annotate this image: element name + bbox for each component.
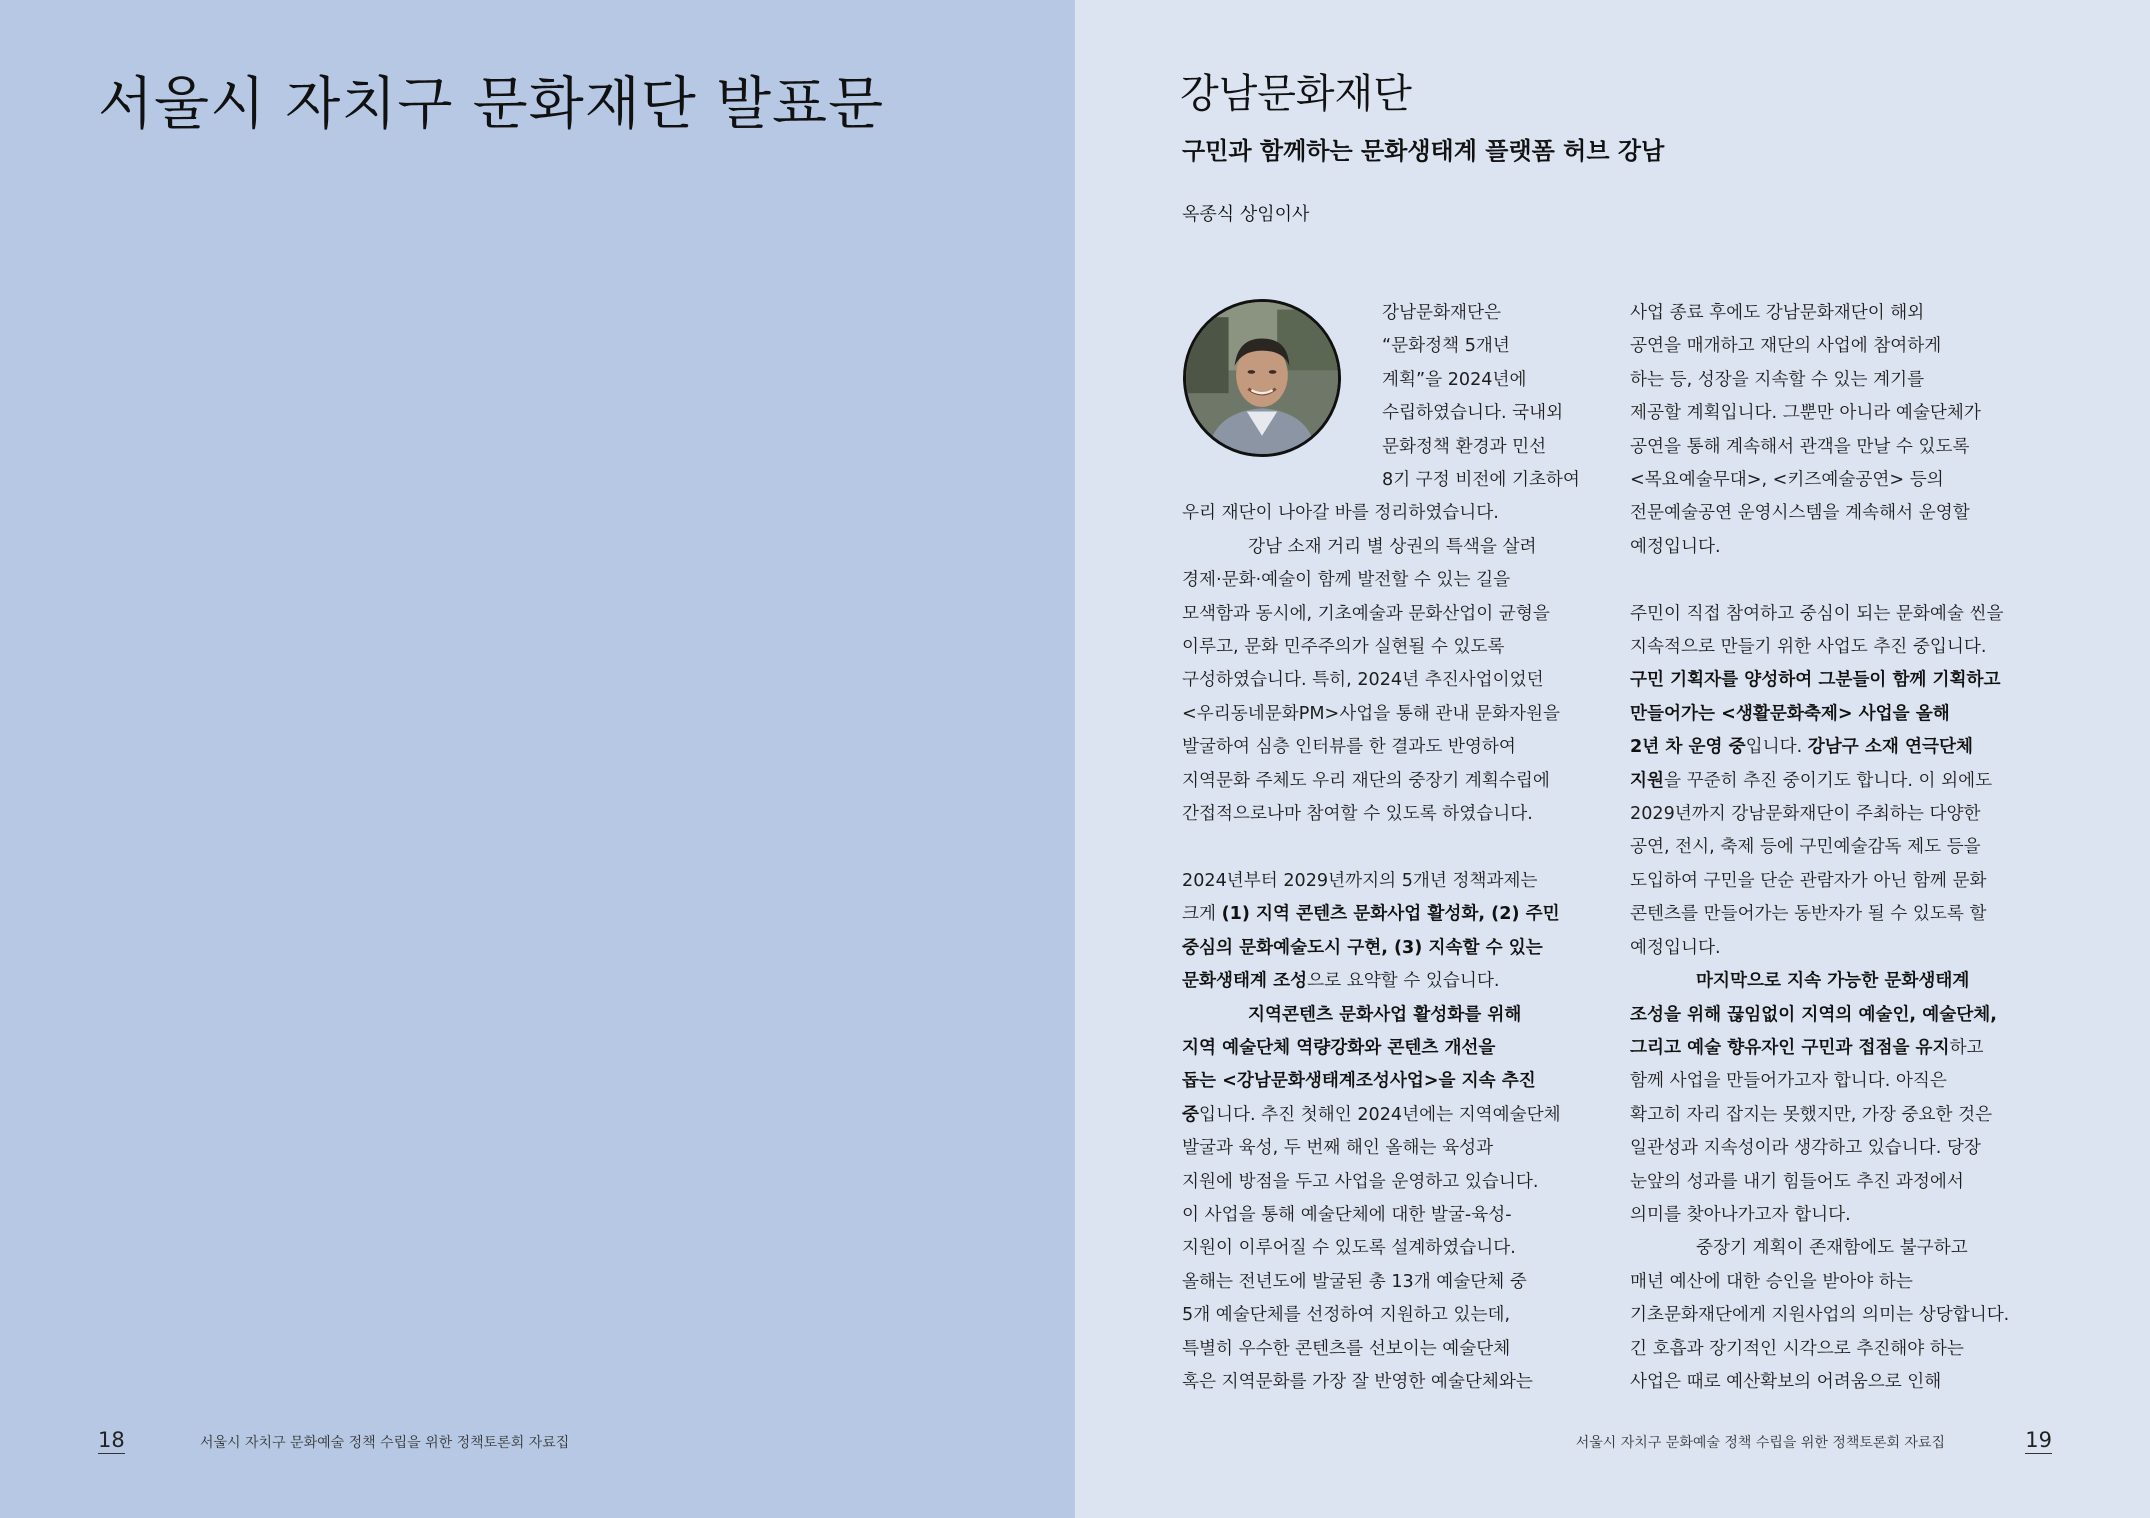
text-segment: 문화정책 환경과 민선 (1382, 436, 1547, 457)
text-segment: 2029년까지 강남문화재단이 주최하는 다양한 (1630, 804, 1981, 825)
text-line (1630, 1199, 2050, 1232)
body-column-2 (1630, 297, 2050, 1399)
text-line (1182, 1366, 1602, 1399)
bold-text: 돕는 <강남문화생태계조성사업>을 지속 추진 (1182, 1071, 1536, 1092)
text-line (1182, 999, 1602, 1032)
text-segment: 지속적으로 만들기 위한 사업도 추진 중입니다. (1630, 637, 1987, 658)
text-line (1630, 1032, 2050, 1065)
text-segment: 특별히 우수한 콘텐츠를 선보이는 예술단체 (1182, 1338, 1511, 1359)
text-line (1630, 999, 2050, 1032)
text-line (1182, 431, 1602, 464)
text-segment: 기초문화재단에게 지원사업의 의미는 상당합니다. (1630, 1305, 2010, 1326)
text-segment: 계획”을 2024년에 (1382, 369, 1527, 390)
footer-text-right: 서울시 자치구 문화예술 정책 수립을 위한 정책토론회 자료집 (1575, 1435, 1945, 1451)
right-page (1075, 0, 2150, 1518)
text-segment: 공연을 통해 계속해서 관객을 만날 수 있도록 (1630, 436, 1970, 457)
text-segment: 2024년부터 2029년까지의 5개년 정책과제는 (1182, 870, 1538, 891)
text-line (1630, 1366, 2050, 1399)
text-segment: 사업 종료 후에도 강남문화재단이 해외 (1630, 303, 1925, 323)
text-segment: 하고 (1949, 1037, 1984, 1058)
text-segment: 5개 예술단체를 선정하여 지원하고 있는데, (1182, 1305, 1511, 1326)
text-line (1182, 531, 1602, 564)
text-line (1630, 531, 2050, 564)
text-line (1630, 1333, 2050, 1366)
bold-text: 강남구 소재 연극단체 (1807, 737, 1974, 758)
text-line (1182, 1099, 1602, 1132)
text-line (1630, 965, 2050, 998)
text-line (1182, 330, 1602, 363)
text-line (1182, 898, 1602, 931)
bold-text: 지원 (1630, 770, 1664, 791)
text-line (1182, 1333, 1602, 1366)
text-line (1630, 1299, 2050, 1332)
text-line (1630, 1166, 2050, 1199)
text-line (1182, 1299, 1602, 1332)
text-line (1630, 932, 2050, 965)
text-segment: 강남문화재단은 (1382, 303, 1501, 323)
text-line (1182, 1232, 1602, 1265)
text-line (1182, 1199, 1602, 1232)
text-segment: 간접적으로나마 참여할 수 있도록 하였습니다. (1182, 804, 1533, 825)
text-line (1630, 297, 2050, 330)
text-segment: 수립하였습니다. 국내외 (1382, 403, 1564, 424)
text-line (1182, 1166, 1602, 1199)
bold-text: 마지막으로 지속 가능한 문화생태계 (1696, 971, 1970, 992)
text-line (1630, 1266, 2050, 1299)
text-line (1182, 464, 1602, 497)
text-segment: 강남 소재 거리 별 상권의 특색을 살려 (1248, 536, 1537, 557)
author-name: 옥종식 상임이사 (1182, 204, 1310, 225)
text-line (1182, 932, 1602, 965)
page-number-right: 19 (2025, 1428, 2052, 1452)
text-segment: 입니다. (1745, 737, 1808, 758)
bold-text: 지역 예술단체 역량강화와 콘텐츠 개선을 (1182, 1037, 1496, 1058)
text-line (1630, 1099, 2050, 1132)
text-line (1182, 564, 1602, 597)
text-line (1182, 598, 1602, 631)
text-segment: 발굴하여 심층 인터뷰를 한 결과도 반영하여 (1182, 737, 1516, 758)
text-line (1630, 798, 2050, 831)
text-segment: 이 사업을 통해 예술단체에 대한 발굴-육성- (1182, 1204, 1512, 1225)
text-line (1630, 598, 2050, 631)
text-segment: 중장기 계획이 존재함에도 불구하고 (1696, 1238, 1968, 1259)
text-segment: 사업은 때로 예산확보의 어려움으로 인해 (1630, 1371, 1942, 1392)
organization-name: 강남문화재단 (1180, 71, 1412, 117)
text-line (1630, 464, 2050, 497)
text-segment: 경제·문화·예술이 함께 발전할 수 있는 길을 (1182, 570, 1511, 591)
text-segment: 혹은 지역문화를 가장 잘 반영한 예술단체와는 (1182, 1371, 1533, 1392)
page-number-left: 18 (98, 1428, 125, 1452)
text-segment: 을 꾸준히 추진 중이기도 합니다. 이 외에도 (1664, 770, 1993, 791)
text-segment: 지원에 방점을 두고 사업을 운영하고 있습니다. (1182, 1171, 1539, 1192)
text-line (1630, 564, 2050, 597)
text-segment: 모색함과 동시에, 기초예술과 문화산업이 균형을 (1182, 603, 1550, 624)
section-title: 서울시 자치구 문화재단 발표문 (98, 71, 885, 137)
bold-text: 2년 차 운영 중 (1630, 737, 1746, 758)
text-segment: 일관성과 지속성이라 생각하고 있습니다. 당장 (1630, 1138, 1981, 1159)
text-segment: 예정입니다. (1630, 937, 1721, 958)
text-line (1182, 765, 1602, 798)
text-segment: 8기 구정 비전에 기초하여 (1382, 470, 1580, 491)
text-line (1630, 831, 2050, 864)
text-line (1182, 364, 1602, 397)
text-line (1630, 397, 2050, 430)
text-line (1630, 1232, 2050, 1265)
text-segment: “문화정책 5개년 (1382, 336, 1510, 357)
text-line (1182, 865, 1602, 898)
text-segment: <목요예술무대>, <키즈예술공연> 등의 (1630, 470, 1944, 491)
text-line (1630, 631, 2050, 664)
bold-text: 중심의 문화예술도시 구현, (3) 지속할 수 있는 (1182, 937, 1543, 958)
text-line (1182, 698, 1602, 731)
text-line (1630, 865, 2050, 898)
bold-text: 지역콘텐츠 문화사업 활성화를 위해 (1248, 1004, 1522, 1025)
text-line (1630, 698, 2050, 731)
text-segment: 매년 예산에 대한 승인을 받아야 하는 (1630, 1271, 1913, 1292)
text-segment: 크게 (1182, 904, 1222, 925)
text-line (1630, 1132, 2050, 1165)
text-segment: 의미를 찾아나가고자 합니다. (1630, 1204, 1851, 1225)
text-segment: 지원이 이루어질 수 있도록 설계하였습니다. (1182, 1238, 1516, 1259)
body-column-1 (1182, 297, 1602, 1399)
text-segment: 으로 요약할 수 있습니다. (1307, 971, 1500, 992)
text-segment: 발굴과 육성, 두 번째 해인 올해는 육성과 (1182, 1138, 1494, 1159)
footer-text-left: 서울시 자치구 문화예술 정책 수립을 위한 정책토론회 자료집 (200, 1435, 570, 1451)
bold-text: 중 (1182, 1104, 1199, 1125)
text-line (1182, 297, 1602, 330)
text-line (1630, 497, 2050, 530)
text-segment: 공연을 매개하고 재단의 사업에 참여하게 (1630, 336, 1942, 357)
text-line (1182, 497, 1602, 530)
text-line (1182, 1266, 1602, 1299)
bold-text: 만들어가는 <생활문화축제> 사업을 올해 (1630, 703, 1950, 724)
text-segment: 긴 호흡과 장기적인 시각으로 추진해야 하는 (1630, 1338, 1964, 1359)
text-line (1182, 664, 1602, 697)
text-line (1630, 898, 2050, 931)
text-segment: 콘텐츠를 만들어가는 동반자가 될 수 있도록 할 (1630, 904, 1987, 925)
text-segment: 하는 등, 성장을 지속할 수 있는 계기를 (1630, 369, 1925, 390)
text-line (1630, 364, 2050, 397)
text-line (1630, 731, 2050, 764)
text-line (1630, 1065, 2050, 1098)
text-segment: 주민이 직접 참여하고 중심이 되는 문화예술 씬을 (1630, 603, 2004, 624)
bold-text: 문화생태계 조성 (1182, 971, 1308, 992)
text-line (1182, 832, 1602, 865)
text-segment: 제공할 계획입니다. 그뿐만 아니라 예술단체가 (1630, 403, 1981, 424)
bold-text: 그리고 예술 향유자인 구민과 접점을 유지 (1630, 1037, 1950, 1058)
text-line (1182, 397, 1602, 430)
text-line (1182, 1032, 1602, 1065)
text-line (1630, 765, 2050, 798)
text-line (1182, 1065, 1602, 1098)
text-segment: 지역문화 주체도 우리 재단의 중장기 계획수립에 (1182, 770, 1550, 791)
text-line (1182, 798, 1602, 831)
text-segment: 올해는 전년도에 발굴된 총 13개 예술단체 중 (1182, 1271, 1527, 1292)
text-line (1182, 631, 1602, 664)
text-segment: 이루고, 문화 민주주의가 실현될 수 있도록 (1182, 637, 1505, 658)
text-segment: 입니다. 추진 첫해인 2024년에는 지역예술단체 (1199, 1104, 1561, 1125)
text-segment: 눈앞의 성과를 내기 힘들어도 추진 과정에서 (1630, 1171, 1964, 1192)
text-segment: 우리 재단이 나아갈 바를 정리하였습니다. (1182, 503, 1499, 524)
text-segment: 전문예술공연 운영시스템을 계속해서 운영할 (1630, 503, 1970, 524)
text-segment: <우리동네문화PM>사업을 통해 관내 문화자원을 (1182, 703, 1560, 724)
text-segment: 예정입니다. (1630, 536, 1721, 557)
bold-text: 조성을 위해 끊임없이 지역의 예술인, 예술단체, (1630, 1004, 1997, 1025)
text-segment: 구성하였습니다. 특히, 2024년 추진사업이었던 (1182, 670, 1544, 691)
text-line (1630, 431, 2050, 464)
text-segment: 함께 사업을 만들어가고자 합니다. 아직은 (1630, 1071, 1947, 1092)
text-line (1182, 731, 1602, 764)
bold-text: 구민 기획자를 양성하여 그분들이 함께 기획하고 (1630, 670, 2001, 691)
text-line (1182, 965, 1602, 998)
text-segment: 확고히 자리 잡지는 못했지만, 가장 중요한 것은 (1630, 1104, 1993, 1125)
text-line (1630, 664, 2050, 697)
text-segment: 도입하여 구민을 단순 관람자가 아닌 함께 문화 (1630, 870, 1987, 891)
text-segment: 공연, 전시, 축제 등에 구민예술감독 제도 등을 (1630, 837, 1981, 858)
bold-text: (1) 지역 콘텐츠 문화사업 활성화, (2) 주민 (1221, 904, 1560, 925)
text-line (1630, 330, 2050, 363)
article-subtitle: 구민과 함께하는 문화생태계 플랫폼 허브 강남 (1182, 137, 1665, 165)
text-line (1182, 1132, 1602, 1165)
